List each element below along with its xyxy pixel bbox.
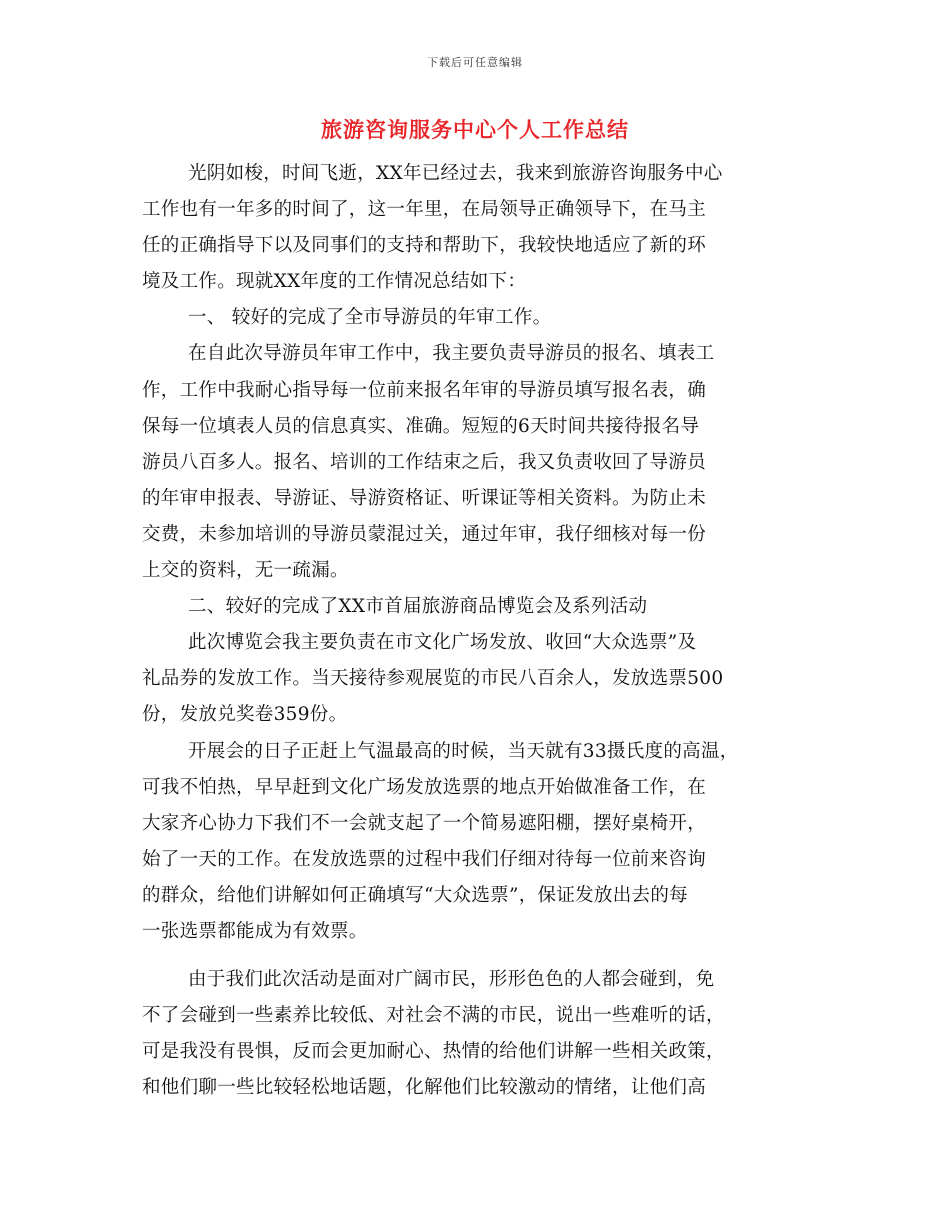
text-line: 一、 较好的完成了全市导游员的年审工作。 [188, 307, 552, 329]
text-line: 境及工作。现就XX年度的工作情况总结如下： [142, 271, 527, 293]
text-line: 由于我们此次活动是面对广阔市民，形形色色的人都会碰到，免 [188, 969, 715, 991]
text-line: 可我不怕热，早早赶到文化广场发放选票的地点开始做准备工作，在 [142, 776, 707, 798]
text-line: 礼品券的发放工作。当天接待参观展览的市民八百余人，发放选票500 [142, 668, 724, 690]
paragraph-gap [142, 950, 818, 962]
text-line: 光阴如梭，时间飞逝，XX年已经过去，我来到旅游咨询服务中心 [188, 163, 723, 184]
document-body [142, 156, 818, 1106]
text-line: 的年审申报表、导游证、导游资格证、听课证等相关资料。为防止未 [142, 487, 707, 509]
text-line: 工作也有一年多的时间了，这一年里，在局领导正确领导下，在马主 [142, 199, 707, 221]
text-line: 大家齐心协力下我们不一会就支起了一个简易遮阳棚，摆好桌椅开， [142, 812, 707, 834]
document-title: 旅游咨询服务中心个人工作总结 [321, 117, 629, 142]
text-line: 游员八百多人。报名、培训的工作结束之后，我又负责收回了导游员 [142, 451, 707, 473]
text-line: 二、较好的完成了XX市首届旅游商品博览会及系列活动 [188, 596, 648, 618]
text-line: 可是我没有畏惧，反而会更加耐心、热情的给他们讲解一些相关政策， [142, 1041, 725, 1063]
text-line: 开展会的日子正赶上气温最高的时候，当天就有33摄氏度的高温， [188, 740, 739, 762]
text-line: 不了会碰到一些素养比较低、对社会不满的市民，说出一些难听的话， [142, 1005, 725, 1027]
header-note: 下载后可任意编辑 [427, 56, 523, 69]
text-line: 此次博览会我主要负责在市文化广场发放、收回“大众选票”及 [188, 632, 697, 654]
text-line: 的群众，给他们讲解如何正确填写“大众选票”，保证发放出去的每 [142, 884, 688, 906]
text-line: 上交的资料，无一疏漏。 [142, 560, 349, 582]
text-line: 任的正确指导下以及同事们的支持和帮助下，我较快地适应了新的环 [142, 235, 707, 257]
text-line: 和他们聊一些比较轻松地话题，化解他们比较激动的情绪，让他们高 [142, 1077, 707, 1099]
text-line: 始了一天的工作。在发放选票的过程中我们仔细对待每一位前来咨询 [142, 848, 707, 870]
text-line: 交费，未参加培训的导游员蒙混过关，通过年审，我仔细核对每一份 [142, 523, 707, 545]
text-line: 份，发放兑奖卷359份。 [142, 704, 348, 726]
text-line: 一张选票都能成为有效票。 [142, 920, 368, 942]
text-line: 作，工作中我耐心指导每一位前来报名年审的导游员填写报名表，确 [142, 379, 707, 401]
text-line: 保每一位填表人员的信息真实、准确。短短的6天时间共接待报名导 [142, 415, 700, 437]
text-line: 在自此次导游员年审工作中，我主要负责导游员的报名、填表工 [188, 343, 715, 365]
